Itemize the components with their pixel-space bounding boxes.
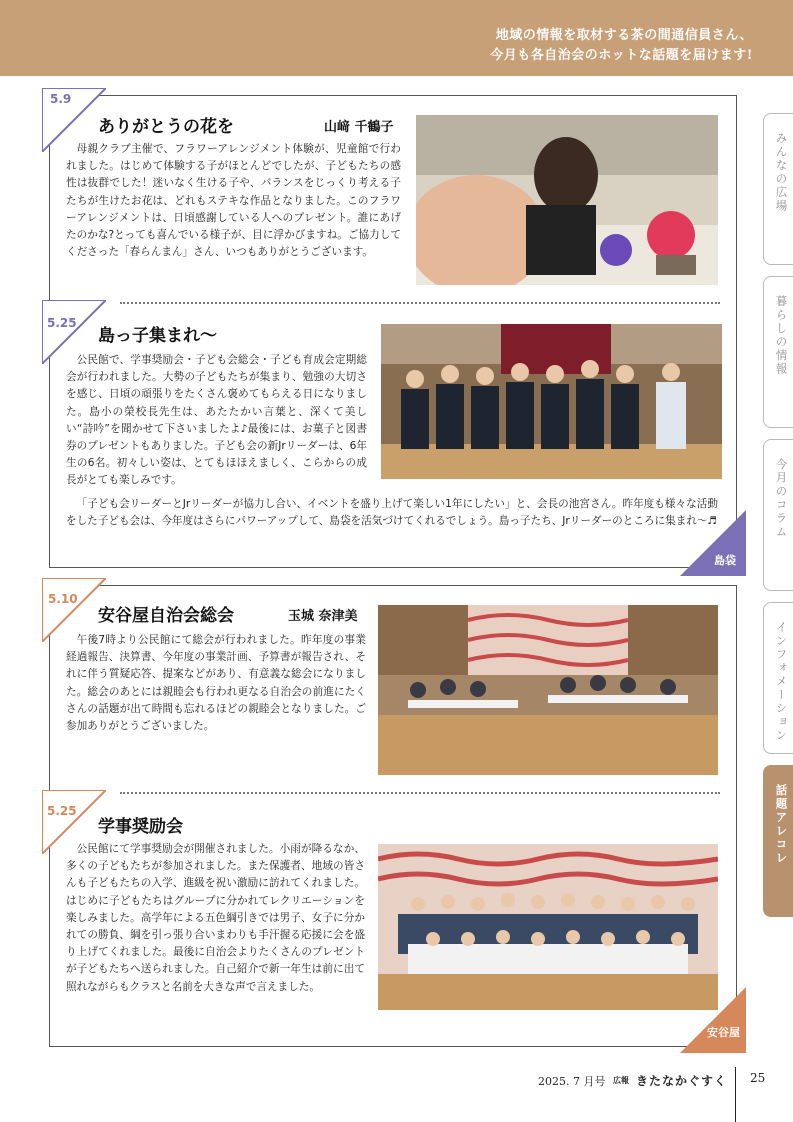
article-body-gakuji: 公民館にて学事奨励会が開催されました。小雨が降るなか、多くの子どもたちが参加されました。また保護者、地域の皆さんも子どもたちの入学、進級を祝い激励に訪れてくれました。はじめに子どもたちはグループに分かれてレクリエーションを楽しみました。高学年による五色綱引きでは男子、女子に分かれての勝負、綱を引っ張り合いまわりも手汗握る応援に会を盛り上げてくれました。最後に自治会よりたくさんのプレゼントが子どもたちへ送られました。自己紹介で新一年生は前に出て照れながらもクラスと名前を大きな声で言えました。 [66, 843, 365, 993]
article-title-shimakko: 島っ子集まれ〜 [98, 326, 217, 346]
date-label: 5.25 [47, 316, 77, 330]
article-body-flower: 母親クラブ主催で、フラワーアレンジメント体験が、児童館で行われました。はじめて体験する子がほとんどでしたが、子どもたちの感性は抜群でした！迷いなく生ける子や、バランスをじっくり考える子たちが生けたお花は、どれもステキな作品となりました。このフラワーアレンジメントは、日頃感謝している人へのプレゼント。誰にあげたのかな?とっても喜んでいる様子が、目に浮かびますね。ご協力してくださった「春らんまん」さん、いつもありがとうございます。 [66, 143, 401, 259]
footer-divider [735, 1067, 736, 1122]
article-title-flower: ありがとうの花を [98, 117, 234, 137]
footer-prefix: 広報 [613, 1076, 629, 1085]
side-tab-wadai[interactable] [763, 765, 793, 917]
side-tab-label: 話題アレコレ [774, 784, 789, 865]
side-tab-label: 暮らしの情報 [774, 295, 789, 376]
photo-flower-arrangement [416, 115, 718, 285]
article-body-shimakko-1: 公民館で、学事奨励会・子ども会総会・子ども育成会定期総会が行われました。大勢の子どもたちが集まり、勉強の大切さを感じ、日頃の頑張りをたくさん褒めてもらえる日になりました。島小の榮校長先生は、あたたかい言葉と、深くて美しい“詩吟”を聞かせて下さいましたよ♪最後には、お菓子と図書券のプレゼントもありました。子ども会の新Jrリーダーは、6年生の6名。初々しい姿は、とてもほほえましく、こらからの成長がとても楽しみです。 [66, 354, 367, 487]
section-divider [120, 302, 720, 304]
side-tab-information[interactable] [763, 602, 793, 754]
photo-gakuji-group [378, 844, 718, 1010]
side-tab-column[interactable] [763, 439, 793, 591]
side-tab-label: 今月のコラム [774, 458, 789, 539]
side-tab-label: みんなの広場 [774, 132, 789, 213]
footer-publication-name: きたなかぐすく [636, 1074, 728, 1088]
article-title-gakuji: 学事奨励会 [98, 817, 183, 837]
header-line-2: 今月も各自治会のホットな話題を届けます! [490, 48, 753, 63]
article-title-soukai: 安谷屋自治会総会 [98, 606, 234, 626]
header-line-1: 地域の情報を取材する茶の間通信員さん、 [495, 28, 753, 43]
page-number: 25 [750, 1071, 766, 1085]
author-soukai: 玉城 奈津美 [288, 609, 358, 624]
article-body-shimakko-2: 「子ども会リーダーとJrリーダーが協力し合い、イベントを盛り上げて楽しい1年にしたい」と、会長の池宮さん。昨年度も様々な活動をした子ども会は、今年度はさらにパワーアップして、島袋を活気づけてくれるでしょう。島っ子たち、Jrリーダーのところに集まれ〜♬ [66, 498, 718, 528]
region-tag-adaniya [680, 987, 746, 1053]
side-tab-kurashi[interactable] [763, 276, 793, 428]
date-label: 5.10 [48, 592, 78, 606]
section-divider [120, 792, 720, 794]
region-label: 安谷屋 [707, 1026, 740, 1039]
side-tab-label: インフォメーション [774, 621, 789, 743]
photo-shimakko-group [381, 324, 722, 479]
photo-soukai-meeting [378, 605, 718, 775]
region-tag-shimabukuro [680, 510, 746, 576]
region-label: 島袋 [714, 554, 736, 567]
author-flower: 山﨑 千鶴子 [324, 120, 394, 135]
article-body-soukai: 午後7時より公民館にて総会が行われました。昨年度の事業経過報告、決算書、今年度の事業計画、予算書が報告され、それに伴う質疑応答、提案などがあり、有意義な総会になりました。総会のあとには親睦会も行われ更なる自治会の前進にたくさんの話題が出て時間も忘れるほどの親睦会となりました。ご参加ありがとうございました。 [66, 634, 366, 733]
footer-issue: 2025. 7 月号 [538, 1075, 606, 1088]
date-label: 5.25 [47, 804, 77, 818]
side-tab-minna[interactable] [763, 113, 793, 265]
date-label: 5.9 [50, 92, 72, 106]
